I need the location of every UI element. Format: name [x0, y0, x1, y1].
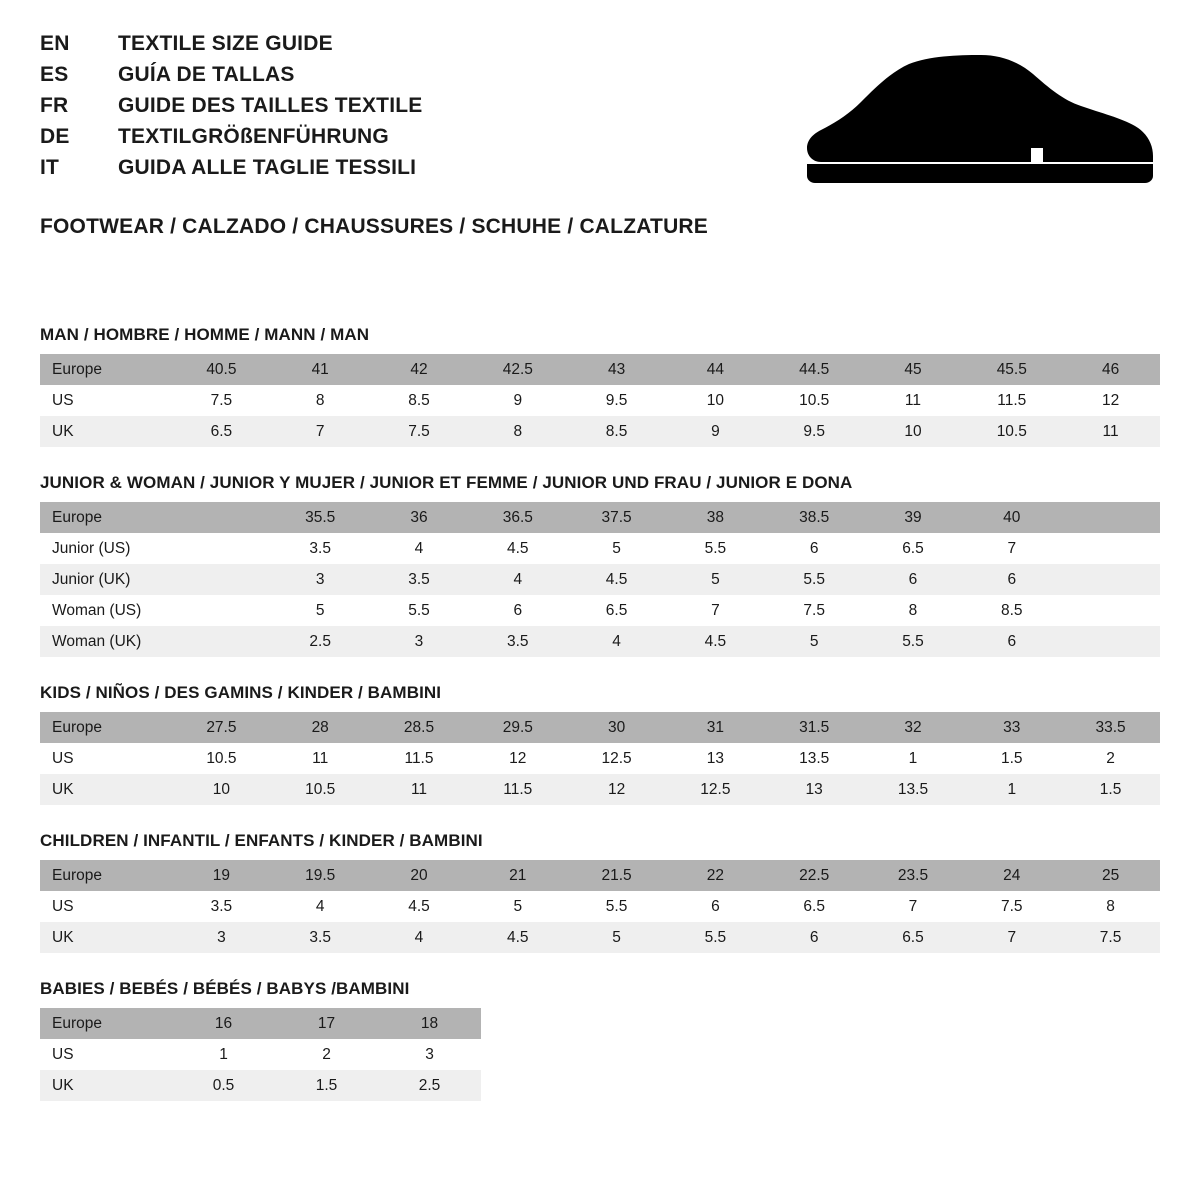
section-title: CHILDREN / INFANTIL / ENFANTS / KINDER / BAMBINI: [40, 831, 483, 850]
table-row: [40, 922, 1160, 953]
table-row: [40, 712, 1160, 743]
cell: 3.5: [468, 626, 567, 657]
cell: 6: [468, 595, 567, 626]
cell: 9.5: [567, 385, 666, 416]
cell: 6: [962, 626, 1061, 657]
section-title: JUNIOR & WOMAN / JUNIOR Y MUJER / JUNIOR ET FEMME / JUNIOR UND FRAU / JUNIOR E DONA: [40, 473, 853, 492]
cell: 11: [864, 385, 963, 416]
language-title: GUIDA ALLE TAGLIE TESSILI: [118, 156, 417, 179]
row-label: Europe: [40, 502, 172, 533]
size-table-kids: [40, 712, 1160, 805]
row-label: US: [40, 1039, 172, 1070]
cell: 7.5: [370, 416, 469, 447]
cell: 6.5: [567, 595, 666, 626]
table-row: [40, 743, 1160, 774]
cell: 7: [962, 533, 1061, 564]
cell: 22: [666, 860, 765, 891]
table-row: [40, 416, 1160, 447]
cell: 28: [271, 712, 370, 743]
cell: 12: [1061, 385, 1160, 416]
cell: 5.5: [765, 564, 864, 595]
cell: [1061, 626, 1160, 657]
cell: 19: [172, 860, 271, 891]
cell: 7: [962, 922, 1061, 953]
row-label: UK: [40, 416, 172, 447]
cell: 5.5: [666, 533, 765, 564]
cell: 4.5: [468, 922, 567, 953]
cell: 2.5: [271, 626, 370, 657]
cell: 5: [271, 595, 370, 626]
cell: 8: [271, 385, 370, 416]
cell: 13: [666, 743, 765, 774]
cell: 29.5: [468, 712, 567, 743]
cell: 5: [468, 891, 567, 922]
cell: 31.5: [765, 712, 864, 743]
cell: [172, 626, 271, 657]
cell: 24: [962, 860, 1061, 891]
cell: 46: [1061, 354, 1160, 385]
language-code: FR: [40, 94, 69, 117]
language-header-list: [40, 32, 1160, 187]
cell: 5: [765, 626, 864, 657]
cell: 7: [864, 891, 963, 922]
table-row: [40, 564, 1160, 595]
cell: [172, 595, 271, 626]
cell: 36: [370, 502, 469, 533]
cell: 21.5: [567, 860, 666, 891]
cell: 8: [468, 416, 567, 447]
cell: 3: [370, 626, 469, 657]
cell: 2: [275, 1039, 378, 1070]
row-label: Europe: [40, 354, 172, 385]
cell: 33.5: [1061, 712, 1160, 743]
language-title: TEXTILGRÖßENFÜHRUNG: [118, 125, 389, 148]
cell: 6: [666, 891, 765, 922]
table-row: [40, 354, 1160, 385]
cell: 10.5: [962, 416, 1061, 447]
cell: 7: [271, 416, 370, 447]
size-table-man: [40, 354, 1160, 447]
language-row: [40, 156, 1160, 187]
cell: 4.5: [468, 533, 567, 564]
cell: 3: [378, 1039, 481, 1070]
row-label: UK: [40, 922, 172, 953]
row-label: UK: [40, 774, 172, 805]
cell: [172, 564, 271, 595]
row-label: Junior (UK): [40, 564, 172, 595]
section-title: MAN / HOMBRE / HOMME / MANN / MAN: [40, 325, 370, 344]
row-label: Junior (US): [40, 533, 172, 564]
cell: 44.5: [765, 354, 864, 385]
cell: 40.5: [172, 354, 271, 385]
cell: [172, 533, 271, 564]
cell: 13: [765, 774, 864, 805]
cell: [1061, 595, 1160, 626]
row-label: Woman (UK): [40, 626, 172, 657]
cell: 33: [962, 712, 1061, 743]
cell: 40: [962, 502, 1061, 533]
cell: 13.5: [765, 743, 864, 774]
table-row: [40, 385, 1160, 416]
language-row: [40, 125, 1160, 156]
cell: 8: [864, 595, 963, 626]
cell: 18: [378, 1008, 481, 1039]
cell: 11: [1061, 416, 1160, 447]
cell: 3: [271, 564, 370, 595]
cell: 11: [271, 743, 370, 774]
category-title: FOOTWEAR / CALZADO / CHAUSSURES / SCHUHE / CALZATURE: [40, 215, 709, 238]
cell: 6.5: [864, 533, 963, 564]
cell: 1: [172, 1039, 275, 1070]
cell: 4: [468, 564, 567, 595]
cell: 1.5: [962, 743, 1061, 774]
section-title: BABIES / BEBÉS / BÉBÉS / BABYS /BAMBINI: [40, 979, 410, 998]
cell: 3.5: [172, 891, 271, 922]
cell: 1: [962, 774, 1061, 805]
cell: 39: [864, 502, 963, 533]
table-row: [40, 1070, 481, 1101]
cell: 10.5: [271, 774, 370, 805]
cell: 1.5: [1061, 774, 1160, 805]
cell: 9.5: [765, 416, 864, 447]
cell: 5.5: [370, 595, 469, 626]
cell: 6: [864, 564, 963, 595]
cell: 6.5: [172, 416, 271, 447]
cell: 8.5: [962, 595, 1061, 626]
language-code: DE: [40, 125, 70, 148]
cell: 45: [864, 354, 963, 385]
row-label: US: [40, 891, 172, 922]
section-junior-woman: [40, 473, 1160, 657]
cell: 3.5: [271, 533, 370, 564]
cell: 17: [275, 1008, 378, 1039]
section-children: [40, 831, 1160, 953]
language-title: GUÍA DE TALLAS: [118, 63, 295, 86]
cell: 10: [172, 774, 271, 805]
cell: 6: [765, 922, 864, 953]
cell: 4.5: [666, 626, 765, 657]
language-row: [40, 32, 1160, 63]
cell: 38: [666, 502, 765, 533]
cell: 4.5: [567, 564, 666, 595]
table-row: [40, 1008, 481, 1039]
language-title: GUIDE DES TAILLES TEXTILE: [118, 94, 423, 117]
cell: 42.5: [468, 354, 567, 385]
cell: 7.5: [962, 891, 1061, 922]
cell: 10: [864, 416, 963, 447]
cell: 42: [370, 354, 469, 385]
table-row: [40, 774, 1160, 805]
cell: 19.5: [271, 860, 370, 891]
cell: 4: [271, 891, 370, 922]
row-label: Europe: [40, 712, 172, 743]
cell: 43: [567, 354, 666, 385]
size-table-junior-woman: [40, 502, 1160, 657]
cell: 27.5: [172, 712, 271, 743]
section-title: KIDS / NIÑOS / DES GAMINS / KINDER / BAMBINI: [40, 683, 442, 702]
table-row: [40, 891, 1160, 922]
cell: 4: [370, 533, 469, 564]
cell: 4: [370, 922, 469, 953]
cell: 8.5: [567, 416, 666, 447]
cell: 6: [765, 533, 864, 564]
cell: [1061, 502, 1160, 533]
table-row: [40, 502, 1160, 533]
cell: 7: [666, 595, 765, 626]
language-code: IT: [40, 156, 60, 179]
table-row: [40, 1039, 481, 1070]
cell: 12.5: [666, 774, 765, 805]
size-table-babies: [40, 1008, 481, 1101]
cell: 10.5: [172, 743, 271, 774]
section-kids: [40, 683, 1160, 805]
cell: 5: [567, 533, 666, 564]
cell: 2.5: [378, 1070, 481, 1101]
cell: [172, 502, 271, 533]
language-code: ES: [40, 63, 69, 86]
cell: 9: [468, 385, 567, 416]
cell: 16: [172, 1008, 275, 1039]
cell: 45.5: [962, 354, 1061, 385]
cell: [1061, 533, 1160, 564]
cell: 25: [1061, 860, 1160, 891]
cell: 5.5: [666, 922, 765, 953]
cell: 11: [370, 774, 469, 805]
cell: 8.5: [370, 385, 469, 416]
cell: 44: [666, 354, 765, 385]
cell: 9: [666, 416, 765, 447]
cell: 32: [864, 712, 963, 743]
cell: 13.5: [864, 774, 963, 805]
cell: 3.5: [370, 564, 469, 595]
cell: 12: [567, 774, 666, 805]
row-label: Europe: [40, 860, 172, 891]
cell: 21: [468, 860, 567, 891]
cell: 3: [172, 922, 271, 953]
row-label: US: [40, 385, 172, 416]
cell: 6.5: [765, 891, 864, 922]
cell: 4: [567, 626, 666, 657]
table-row: [40, 533, 1160, 564]
cell: 1.5: [275, 1070, 378, 1101]
cell: 1: [864, 743, 963, 774]
cell: 4.5: [370, 891, 469, 922]
language-code: EN: [40, 32, 70, 55]
cell: 10.5: [765, 385, 864, 416]
cell: [1061, 564, 1160, 595]
cell: 5: [666, 564, 765, 595]
cell: 38.5: [765, 502, 864, 533]
cell: 0.5: [172, 1070, 275, 1101]
cell: 6.5: [864, 922, 963, 953]
cell: 7.5: [172, 385, 271, 416]
cell: 36.5: [468, 502, 567, 533]
cell: 5.5: [864, 626, 963, 657]
row-label: Woman (US): [40, 595, 172, 626]
row-label: UK: [40, 1070, 172, 1101]
cell: 41: [271, 354, 370, 385]
cell: 30: [567, 712, 666, 743]
cell: 11.5: [962, 385, 1061, 416]
table-row: [40, 860, 1160, 891]
row-label: US: [40, 743, 172, 774]
language-row: [40, 94, 1160, 125]
cell: 2: [1061, 743, 1160, 774]
cell: 23.5: [864, 860, 963, 891]
cell: 7.5: [765, 595, 864, 626]
cell: 5: [567, 922, 666, 953]
size-table-children: [40, 860, 1160, 953]
cell: 8: [1061, 891, 1160, 922]
cell: 11.5: [370, 743, 469, 774]
row-label: Europe: [40, 1008, 172, 1039]
cell: 20: [370, 860, 469, 891]
cell: 5.5: [567, 891, 666, 922]
cell: 37.5: [567, 502, 666, 533]
section-man: [40, 325, 1160, 447]
table-row: [40, 595, 1160, 626]
section-babies: [40, 979, 1160, 1101]
cell: 12.5: [567, 743, 666, 774]
language-row: [40, 63, 1160, 94]
cell: 22.5: [765, 860, 864, 891]
table-row: [40, 626, 1160, 657]
cell: 11.5: [468, 774, 567, 805]
cell: 10: [666, 385, 765, 416]
cell: 35.5: [271, 502, 370, 533]
cell: 31: [666, 712, 765, 743]
cell: 7.5: [1061, 922, 1160, 953]
cell: 3.5: [271, 922, 370, 953]
language-title: TEXTILE SIZE GUIDE: [118, 32, 333, 55]
cell: 12: [468, 743, 567, 774]
cell: 6: [962, 564, 1061, 595]
cell: 28.5: [370, 712, 469, 743]
